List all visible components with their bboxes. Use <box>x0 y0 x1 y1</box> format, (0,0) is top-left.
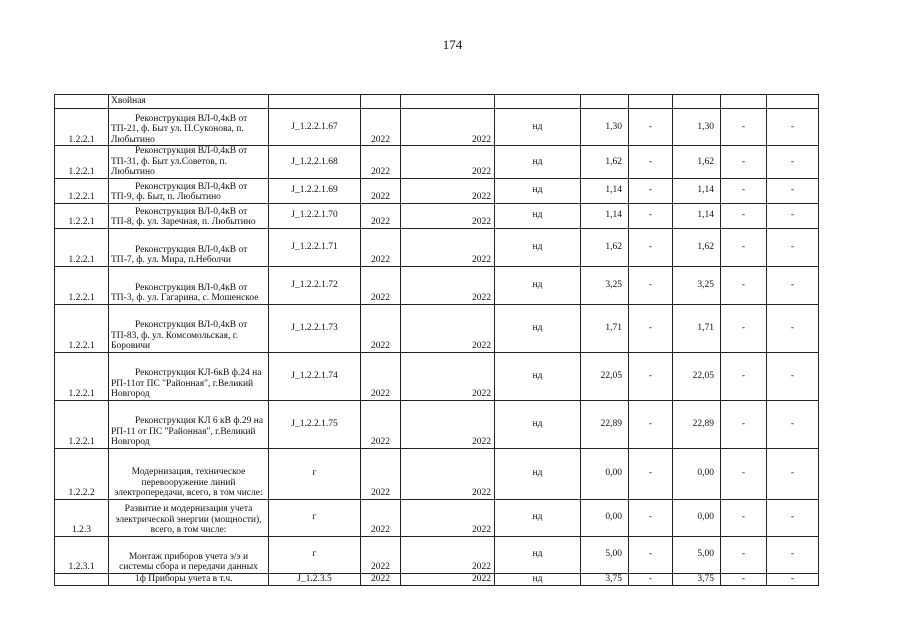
row-dash-2: - <box>721 178 767 203</box>
row-name-text: Модернизация, техническое перевооружение линий электропередачи, всего, в том числе: <box>114 467 263 498</box>
row-dash-3: - <box>767 266 819 304</box>
row-value-2: 0,00 <box>673 448 721 499</box>
row-value-2: 1,14 <box>673 203 721 228</box>
row-code: 1.2.2.1 <box>55 146 109 179</box>
row-dash-2: - <box>721 499 767 536</box>
row-value-1: 1,62 <box>581 146 629 179</box>
continuation-name: Хвойная <box>109 95 269 109</box>
row-dash-3: - <box>767 536 819 573</box>
row-year-start: 2022 <box>361 203 401 228</box>
row-code: 1.2.3.1 <box>55 536 109 573</box>
row-code: 1.2.2.1 <box>55 352 109 400</box>
row-id: J_1.2.2.1.73 <box>269 304 361 352</box>
row-dash-1: - <box>629 203 673 228</box>
row-code: 1.2.2.1 <box>55 203 109 228</box>
table-row <box>55 499 819 536</box>
row-id: J_1.2.2.1.69 <box>269 178 361 203</box>
row-year-start: 2022 <box>361 448 401 499</box>
row-dash-1: - <box>629 228 673 266</box>
row-year-start: 2022 <box>361 228 401 266</box>
row-name-text: Монтаж приборов учета э/э и системы сбора и передачи данных <box>119 551 258 572</box>
row-dash-3: - <box>767 573 819 585</box>
row-value-1: 22,89 <box>581 400 629 448</box>
row-value-1: 1,14 <box>581 203 629 228</box>
row-year-end: 2022 <box>401 448 495 499</box>
row-name <box>109 228 269 266</box>
row-dash-2: - <box>721 400 767 448</box>
table-row <box>55 573 819 585</box>
row-id: г <box>269 448 361 499</box>
row-id: J_1.2.2.1.75 <box>269 400 361 448</box>
row-year-end: 2022 <box>401 228 495 266</box>
row-year-start: 2022 <box>361 499 401 536</box>
row-year-end: 2022 <box>401 178 495 203</box>
row-year-start: 2022 <box>361 573 401 585</box>
row-code: 1.2.2.1 <box>55 178 109 203</box>
row-dash-2: - <box>721 228 767 266</box>
row-dash-3: - <box>767 304 819 352</box>
row-dash-3: - <box>767 400 819 448</box>
row-dash-1: - <box>629 400 673 448</box>
row-value-2: 22,05 <box>673 352 721 400</box>
row-unit: нд <box>495 109 581 146</box>
row-name-text: Реконструкция КЛ-6кВ ф.24 на РП-11от ПС "Районная", г.Великий Новгород <box>111 368 262 399</box>
row-unit: нд <box>495 304 581 352</box>
row-value-1: 1,14 <box>581 178 629 203</box>
row-name-text: Реконструкция ВЛ-0,4кВ от ТП-83, ф. ул. Комсомольская, г. Боровичи <box>111 320 248 351</box>
row-name-text: Реконструкция КЛ 6 кВ ф.29 на РП-11 от ПС "Районная", г.Великий Новгород <box>111 416 264 447</box>
row-dash-2: - <box>721 304 767 352</box>
row-unit: нд <box>495 178 581 203</box>
row-id: J_1.2.2.1.67 <box>269 109 361 146</box>
continuation-row <box>55 95 819 109</box>
row-value-2: 3,75 <box>673 573 721 585</box>
row-value-2: 1,62 <box>673 146 721 179</box>
row-dash-1: - <box>629 178 673 203</box>
row-value-1: 22,05 <box>581 352 629 400</box>
row-unit: нд <box>495 228 581 266</box>
row-unit: нд <box>495 352 581 400</box>
row-name-text: Реконструкция ВЛ-0,4кВ от ТП-31, ф. Быт ул.Советов, п. Любытино <box>111 146 248 177</box>
row-dash-1: - <box>629 536 673 573</box>
row-year-start: 2022 <box>361 146 401 179</box>
row-name-text: Реконструкция ВЛ-0,4кВ от ТП-21, ф. Быт ул. П.Суконова, п. Любытино <box>111 113 248 145</box>
row-value-1: 1,62 <box>581 228 629 266</box>
row-id: J_1.2.2.1.71 <box>269 228 361 266</box>
row-dash-1: - <box>629 266 673 304</box>
table-row <box>55 352 819 400</box>
row-dash-1: - <box>629 499 673 536</box>
row-year-end: 2022 <box>401 499 495 536</box>
row-year-start: 2022 <box>361 352 401 400</box>
row-year-start: 2022 <box>361 304 401 352</box>
row-value-1: 3,25 <box>581 266 629 304</box>
row-code: 1.2.2.1 <box>55 266 109 304</box>
table-row <box>55 536 819 573</box>
row-name <box>109 573 269 585</box>
row-dash-3: - <box>767 228 819 266</box>
row-code: 1.2.2.1 <box>55 304 109 352</box>
table-row <box>55 304 819 352</box>
row-dash-3: - <box>767 203 819 228</box>
row-year-start: 2022 <box>361 400 401 448</box>
row-name <box>109 266 269 304</box>
row-value-1: 0,00 <box>581 499 629 536</box>
row-value-2: 5,00 <box>673 536 721 573</box>
row-unit: нд <box>495 536 581 573</box>
row-year-start: 2022 <box>361 109 401 146</box>
row-name <box>109 536 269 573</box>
row-value-2: 1,14 <box>673 178 721 203</box>
row-value-2: 22,89 <box>673 400 721 448</box>
table-row <box>55 203 819 228</box>
row-name <box>109 304 269 352</box>
row-dash-2: - <box>721 203 767 228</box>
row-code: 1.2.2.1 <box>55 400 109 448</box>
row-unit: нд <box>495 573 581 585</box>
row-dash-1: - <box>629 352 673 400</box>
row-value-2: 1,71 <box>673 304 721 352</box>
row-id: J_1.2.2.1.70 <box>269 203 361 228</box>
row-name <box>109 203 269 228</box>
row-name-text: Реконструкция ВЛ-0,4кВ от ТП-7, ф. ул. Мира, п.Неболчи <box>111 244 248 265</box>
row-year-start: 2022 <box>361 536 401 573</box>
row-id: J_1.2.2.1.72 <box>269 266 361 304</box>
row-year-end: 2022 <box>401 536 495 573</box>
row-code: 1.2.3 <box>55 499 109 536</box>
row-id: J_1.2.2.1.74 <box>269 352 361 400</box>
row-year-end: 2022 <box>401 573 495 585</box>
row-dash-2: - <box>721 536 767 573</box>
row-unit: нд <box>495 203 581 228</box>
row-id: J_1.2.2.1.68 <box>269 146 361 179</box>
row-name <box>109 178 269 203</box>
table-row <box>55 400 819 448</box>
row-dash-3: - <box>767 499 819 536</box>
table-row <box>55 146 819 179</box>
row-dash-2: - <box>721 146 767 179</box>
row-code: 1.2.2.1 <box>55 109 109 146</box>
table-row <box>55 178 819 203</box>
row-dash-2: - <box>721 109 767 146</box>
row-value-1: 0,00 <box>581 448 629 499</box>
row-value-2: 3,25 <box>673 266 721 304</box>
row-dash-1: - <box>629 573 673 585</box>
row-id: г <box>269 499 361 536</box>
row-unit: нд <box>495 400 581 448</box>
row-name <box>109 146 269 179</box>
row-code <box>55 573 109 585</box>
row-dash-1: - <box>629 146 673 179</box>
row-year-end: 2022 <box>401 352 495 400</box>
row-year-start: 2022 <box>361 178 401 203</box>
table-row <box>55 266 819 304</box>
row-value-1: 1,30 <box>581 109 629 146</box>
table-row <box>55 448 819 499</box>
row-name <box>109 109 269 146</box>
row-dash-3: - <box>767 178 819 203</box>
row-name <box>109 400 269 448</box>
row-year-end: 2022 <box>401 266 495 304</box>
row-value-2: 1,62 <box>673 228 721 266</box>
page-number: 174 <box>442 37 463 52</box>
row-unit: нд <box>495 146 581 179</box>
row-value-1: 5,00 <box>581 536 629 573</box>
row-id: г <box>269 536 361 573</box>
row-year-end: 2022 <box>401 304 495 352</box>
row-unit: нд <box>495 448 581 499</box>
row-name-text: 1ф Приборы учета в т.ч. <box>135 573 233 584</box>
row-dash-2: - <box>721 352 767 400</box>
row-dash-3: - <box>767 109 819 146</box>
row-year-end: 2022 <box>401 400 495 448</box>
row-value-1: 3,75 <box>581 573 629 585</box>
row-name-text: Реконструкция ВЛ-0,4кВ от ТП-9, ф. Быт, п. Любытино <box>111 181 248 202</box>
row-code: 1.2.2.1 <box>55 228 109 266</box>
row-dash-2: - <box>721 573 767 585</box>
row-dash-2: - <box>721 266 767 304</box>
row-dash-3: - <box>767 448 819 499</box>
row-year-end: 2022 <box>401 146 495 179</box>
row-dash-1: - <box>629 304 673 352</box>
row-year-end: 2022 <box>401 203 495 228</box>
row-name-text: Реконструкция ВЛ-0,4кВ от ТП-8, ф. ул. Заречная, п. Любытино <box>111 206 256 227</box>
row-value-2: 1,30 <box>673 109 721 146</box>
row-dash-1: - <box>629 109 673 146</box>
table-row <box>55 109 819 146</box>
row-dash-2: - <box>721 448 767 499</box>
row-id: J_1.2.3.5 <box>269 573 361 585</box>
row-name-text: Развитие и модернизация учета электрической энергии (мощности), всего, в том числе: <box>115 504 262 535</box>
row-name <box>109 499 269 536</box>
row-name <box>109 448 269 499</box>
row-value-1: 1,71 <box>581 304 629 352</box>
investment-table <box>54 94 819 586</box>
row-code: 1.2.2.2 <box>55 448 109 499</box>
table-row <box>55 228 819 266</box>
row-name <box>109 352 269 400</box>
row-unit: нд <box>495 266 581 304</box>
row-year-start: 2022 <box>361 266 401 304</box>
row-year-end: 2022 <box>401 109 495 146</box>
row-value-2: 0,00 <box>673 499 721 536</box>
row-dash-1: - <box>629 448 673 499</box>
row-unit: нд <box>495 499 581 536</box>
row-dash-3: - <box>767 352 819 400</box>
row-name-text: Реконструкция ВЛ-0,4кВ от ТП-3, ф. ул. Гагарина, с. Мошенское <box>111 282 259 303</box>
row-dash-3: - <box>767 146 819 179</box>
